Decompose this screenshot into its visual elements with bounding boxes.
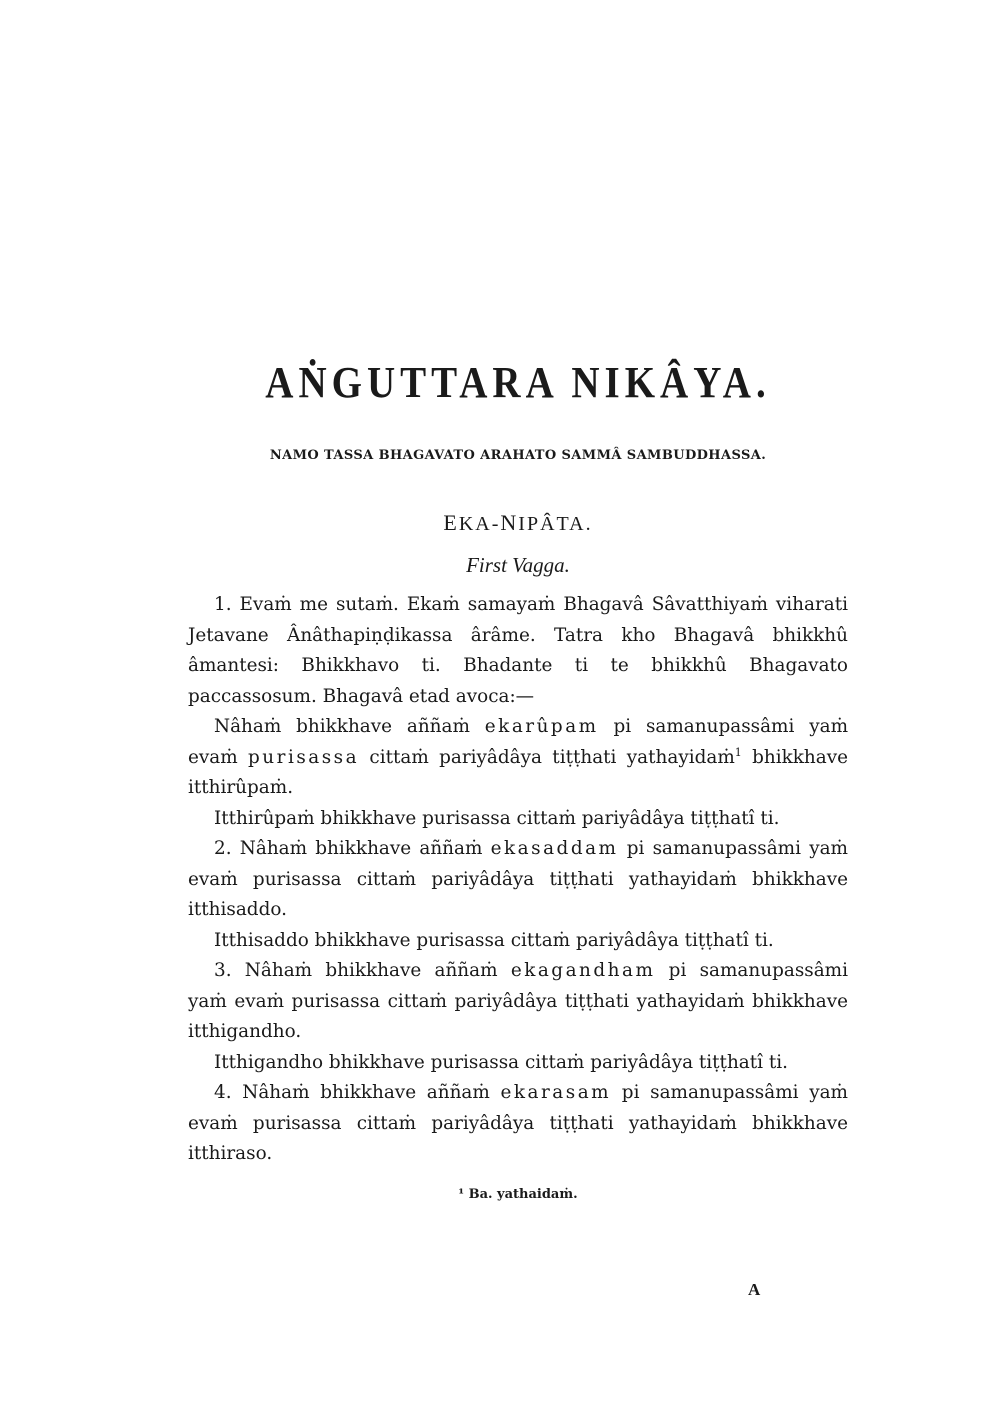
paragraph-4-part-c: pi samanupassâmi yaṁ evaṁ purisassa cittaṁ pariyâdâya tiṭṭhati yathayidaṁ bhikkhave itthisaddo. — [188, 838, 848, 920]
paragraph-3: Itthirûpaṁ bhikkhave purisassa cittaṁ pariyâdâya tiṭṭhatî ti. — [214, 807, 780, 829]
paragraph-6-part-c: pi samanupassâmi yaṁ evaṁ purisassa cittaṁ pariyâdâya tiṭṭhati yathayidaṁ bhikkhave itthigandho. — [188, 960, 848, 1042]
sutta-text — [188, 590, 848, 1170]
section-initial-e: E — [443, 510, 459, 535]
paragraph-6 — [188, 956, 848, 1048]
paragraph-2-spaced-word: ekarûpam — [484, 716, 599, 737]
footnote: ¹ Ba. yathaidaṁ. — [458, 1186, 578, 1202]
paragraph-8-spaced-word: ekarasam — [500, 1082, 612, 1103]
page-body — [188, 355, 848, 1206]
paragraph-4 — [188, 834, 848, 926]
paragraph-4-spaced-word: ekasaddam — [490, 838, 619, 859]
paragraph-2-part-f: bhikkhave itthirûpaṁ. — [188, 746, 848, 798]
paragraph-8 — [188, 1078, 848, 1170]
paragraph-4-part-a: 2. Nâhaṁ bhikkhave aññaṁ — [214, 838, 483, 859]
paragraph-2-part-c: pi samanupassâmi yaṁ evaṁ — [188, 716, 849, 768]
paragraph-8-part-c: pi samanupassâmi yaṁ evaṁ purisassa cittaṁ pariyâdâya tiṭṭhati yathayidaṁ bhikkhave itthiraso. — [188, 1082, 848, 1164]
paragraph-5: Itthisaddo bhikkhave purisassa cittaṁ pariyâdâya tiṭṭhatî ti. — [214, 929, 774, 951]
signature-mark: A — [748, 1280, 761, 1299]
paragraph-6-part-a: 3. Nâhaṁ bhikkhave aññaṁ — [214, 960, 498, 981]
paragraph-1: 1. Evaṁ me sutaṁ. Ekaṁ samayaṁ Bhagavâ Sâvatthiyaṁ viharati Jetavane Ânâthapiṇḍikassa ârâme. Tatra kho Bhagavâ bhikkhû âmantesi: Bhikkhavo ti. Bhadante ti te bhikkhû Bhagavato paccassosum. Bhagavâ etad avoca:— — [188, 594, 848, 707]
paragraph-2-part-e: cittaṁ pariyâdâya tiṭṭhati yathayidaṁ — [369, 746, 735, 768]
section-rest-2: IPÂTA. — [518, 513, 593, 535]
footnote-marker: 1 — [734, 745, 742, 759]
paragraph-7: Itthigandho bhikkhave purisassa cittaṁ pariyâdâya tiṭṭhatî ti. — [214, 1051, 788, 1073]
paragraph-6-spaced-word: ekagandham — [510, 960, 656, 981]
section-heading — [188, 509, 848, 538]
section-initial-n: N — [500, 510, 519, 535]
invocation-line: NAMO TASSA BHAGAVATO ARAHATO SAMMÂ SAMBUDDHASSA. — [269, 448, 767, 463]
paragraph-2 — [188, 712, 848, 804]
paragraph-2-part-a: Nâhaṁ bhikkhave aññaṁ — [214, 716, 470, 737]
section-rest-1: KA- — [458, 513, 501, 535]
paragraph-8-part-a: 4. Nâhaṁ bhikkhave aññaṁ — [214, 1082, 490, 1103]
paragraph-2-spaced-word-2: purisassa — [248, 746, 360, 768]
vagga-heading: First Vagga. — [466, 553, 570, 577]
page-title: AṄGUTTARA NIKÂYA. — [265, 357, 771, 408]
